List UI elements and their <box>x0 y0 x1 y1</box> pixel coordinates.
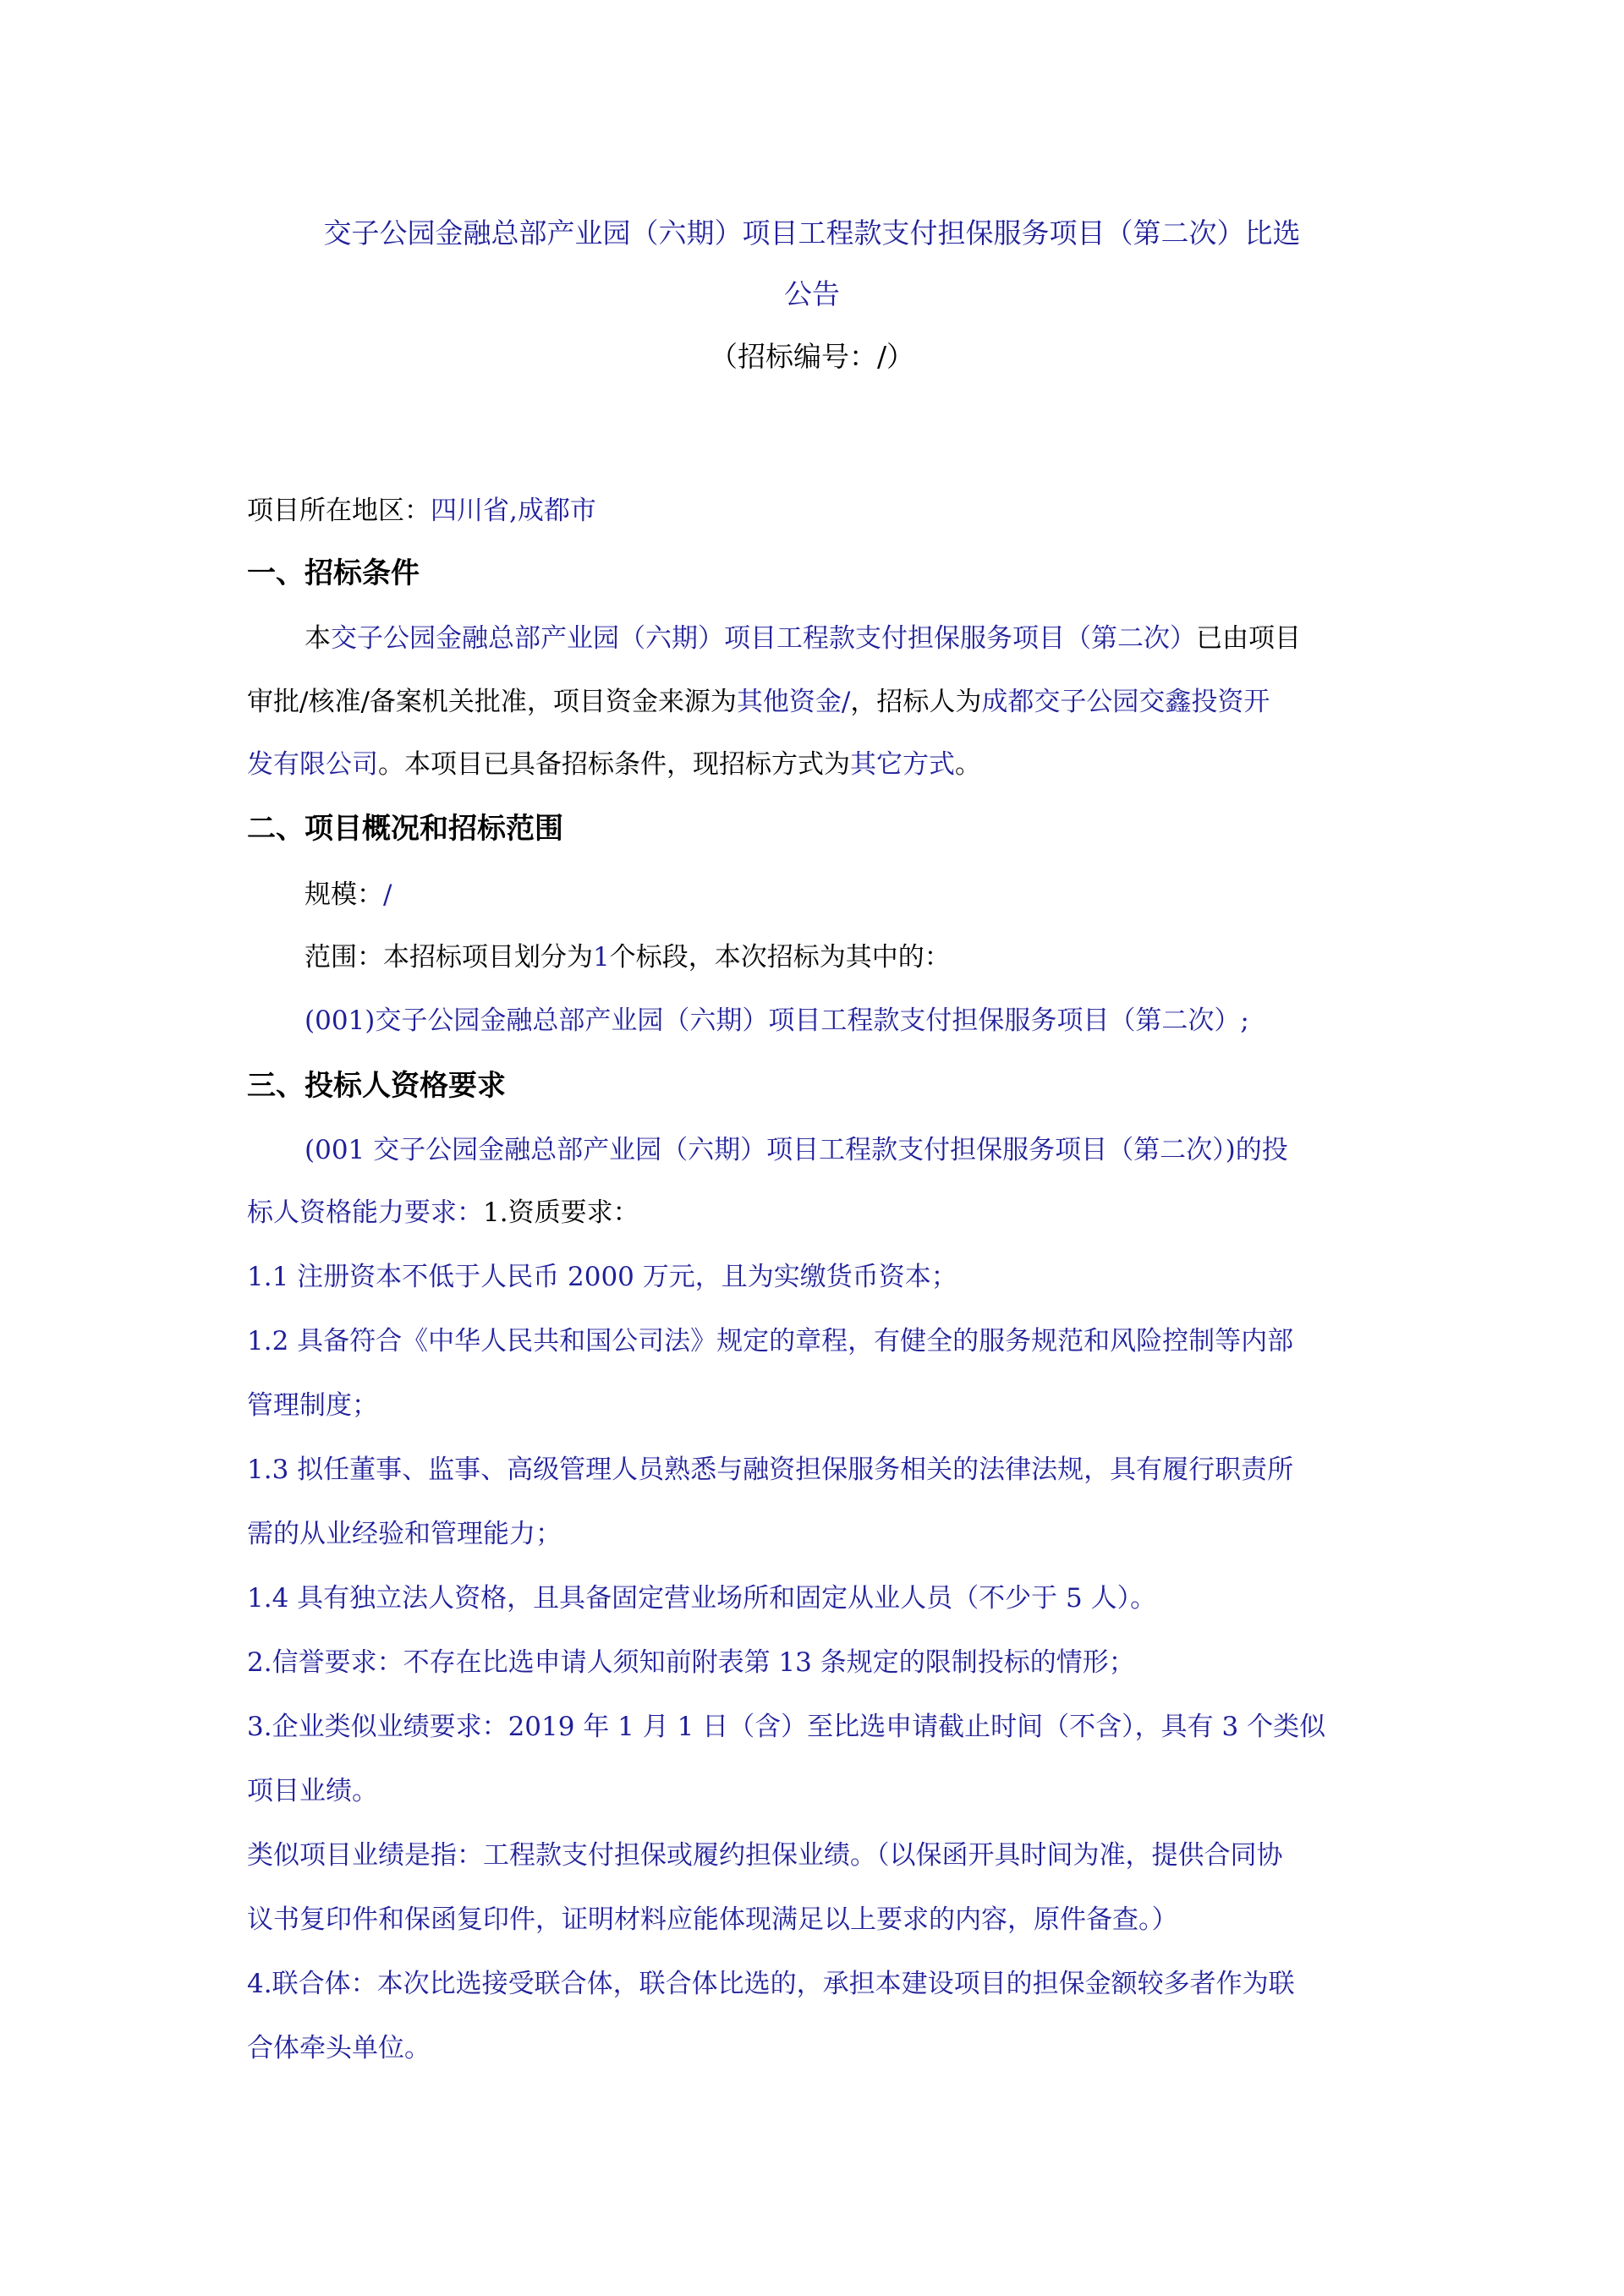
s3-text: 标人资格能力要求： <box>247 1197 483 1228</box>
s1-paragraph-line1 <box>304 620 1301 657</box>
s2-lot-count: 1 <box>593 942 610 973</box>
s1-text: 。本项目已具备招标条件，现招标方式为 <box>378 749 850 780</box>
s1-text: 。 <box>955 749 981 780</box>
doc-title-line2: 公告 <box>784 277 840 310</box>
req-3-line3: 类似项目业绩是指：工程款支付担保或履约担保业绩。（以保函开具时间为准，提供合同协 <box>247 1840 1283 1871</box>
s1-paragraph-line2 <box>247 683 1270 721</box>
section-heading-1: 一、招标条件 <box>247 556 420 590</box>
s1-owner: 成都交子公园交鑫投资开 <box>981 687 1270 717</box>
req-1-3-line1: 1.3 拟任董事、监事、高级管理人员熟悉与融资担保服务相关的法律法规，具有履行职责所 <box>247 1455 1294 1485</box>
tender-code: （招标编号：/） <box>709 340 915 373</box>
s2-scale-value: / <box>383 879 392 910</box>
req-3-line2: 项目业绩。 <box>247 1776 378 1806</box>
req-1-3-line2: 需的从业经验和管理能力； <box>247 1519 562 1549</box>
s1-owner-cont: 发有限公司 <box>247 749 378 780</box>
s1-text: 本 <box>304 623 331 654</box>
req-1-2-line1: 1.2 具备符合《中华人民共和国公司法》规定的章程，有健全的服务规范和风险控制等内部 <box>247 1326 1294 1356</box>
s3-intro-line2 <box>247 1194 639 1231</box>
s2-text: 个标段，本次招标为其中的： <box>609 942 951 973</box>
s2-scale-line <box>304 876 392 913</box>
s1-text: ，招标人为 <box>850 687 982 717</box>
req-1-1: 1.1 注册资本不低于人民币 2000 万元，且为实缴货币资本； <box>247 1262 957 1292</box>
s2-scope-line <box>304 939 951 976</box>
section-heading-3: 三、投标人资格要求 <box>247 1069 506 1103</box>
s1-project-name: 交子公园金融总部产业园（六期）项目工程款支付担保服务项目（第二次） <box>331 623 1196 654</box>
req-2: 2.信誉要求：不存在比选申请人须知前附表第 13 条规定的限制投标的情形； <box>247 1647 1135 1678</box>
s1-fund-source: 其他资金/ <box>736 687 851 717</box>
s1-method: 其它方式 <box>850 749 955 780</box>
doc-title-line1: 交子公园金融总部产业园（六期）项目工程款支付担保服务项目（第二次）比选 <box>323 216 1301 249</box>
req-3-line4: 议书复印件和保函复印件，证明材料应能体现满足以上要求的内容，原件备查。） <box>247 1904 1178 1935</box>
req-1-2-line2: 管理制度； <box>247 1390 378 1421</box>
s3-qualification-label: 1.资质要求： <box>483 1197 639 1228</box>
section-heading-2: 二、项目概况和招标范围 <box>247 812 563 846</box>
region-label: 项目所在地区： <box>247 496 431 526</box>
s2-text: 范围：本招标项目划分为 <box>304 942 593 973</box>
req-4-line1: 4.联合体：本次比选接受联合体，联合体比选的，承担本建设项目的担保金额较多者作为联 <box>247 1969 1295 1999</box>
s2-scale-label: 规模： <box>304 879 383 910</box>
s3-intro-line1: (001 交子公园金融总部产业园（六期）项目工程款支付担保服务项目（第二次）)的投 <box>304 1135 1288 1165</box>
s1-paragraph-line3 <box>247 746 981 783</box>
s1-text: 已由项目 <box>1196 623 1301 654</box>
req-4-line2: 合体牵头单位。 <box>247 2033 431 2063</box>
region-line <box>247 492 596 529</box>
req-1-4: 1.4 具有独立法人资格，且具备固定营业场所和固定从业人员（不少于 5 人）。 <box>247 1583 1157 1614</box>
s1-text: 审批/核准/备案机关批准，项目资金来源为 <box>247 687 737 717</box>
region-value: 四川省,成都市 <box>431 496 596 526</box>
s2-lot-item: (001)交子公园金融总部产业园（六期）项目工程款支付担保服务项目（第二次）; <box>304 1006 1249 1036</box>
req-3-line1: 3.企业类似业绩要求：2019 年 1 月 1 日（含）至比选申请截止时间（不含），具有 3 个类似 <box>247 1712 1326 1742</box>
